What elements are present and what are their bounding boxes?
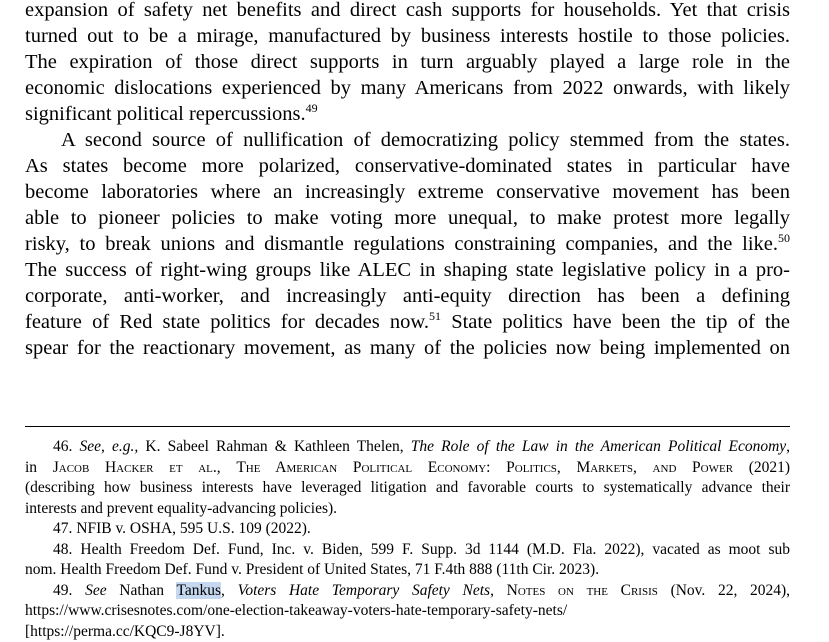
footnote-number: 47.	[53, 520, 72, 537]
citation-author-first: Nathan	[119, 582, 164, 599]
body-line	[25, 309, 790, 335]
footnote-46	[25, 437, 790, 519]
footnote-line	[25, 519, 790, 540]
citation-date: (Nov. 22, 2024),	[671, 582, 791, 599]
footnote-line: (describing how business interests have leveraged litigation and favorable courts to systematically advance their	[25, 478, 790, 499]
citation-title: The Role of the Law in the American Political Economy	[411, 438, 786, 455]
footnote-ref-50[interactable]: 50	[778, 231, 790, 245]
citation-source: Notes on the Crisis	[507, 582, 658, 599]
body-line-text: State politics have been the tip of the	[441, 311, 790, 333]
citation-book: The American Political Economy: Politics, Markets, and Power	[236, 459, 733, 476]
footnote-text: Health Freedom Def. Fund, Inc. v. Biden, 599 F. Supp. 3d 1144 (M.D. Fla. 2022), vacated as moot sub	[80, 541, 790, 558]
body-line-text: significant political repercussions.	[25, 103, 306, 125]
body-line	[25, 101, 790, 127]
citation-signal: See, e.g.,	[80, 438, 139, 455]
footnote-line	[25, 540, 790, 561]
footnote-ref-49[interactable]: 49	[306, 101, 318, 115]
body-line-text: feature of Red state politics for decades now.	[25, 311, 429, 333]
footnote-text: NFIB v. OSHA, 595 U.S. 109 (2022).	[76, 520, 311, 537]
citation-in: in	[25, 459, 37, 476]
footnote-line: nom. Health Freedom Def. Fund v. President of United States, 71 F.4th 888 (11th Cir. 2023).	[25, 560, 790, 581]
document-page	[25, 0, 790, 361]
footnote-number: 48.	[53, 541, 72, 558]
body-line: spear for the reactionary movement, as many of the policies now being implemented on	[25, 335, 790, 361]
citation-url[interactable]: https://www.crisesnotes.com/one-election-takeaway-voters-hate-temporary-safety-nets/	[25, 601, 790, 622]
footnote-line: interests and prevent equality-advancing policies).	[25, 499, 790, 520]
footnotes	[25, 437, 790, 642]
footnote-47	[25, 519, 790, 540]
footnote-ref-51[interactable]: 51	[429, 309, 441, 323]
citation-signal: See	[85, 582, 107, 599]
footnote-line: in Jacob Hacker et al., The American Political Economy: Politics, Markets, and Power (2021)	[25, 458, 790, 479]
body-line: The expiration of those direct supports in turn arguably played a large role in the	[25, 49, 790, 75]
footnote-divider	[25, 426, 790, 427]
footnote-line: 49. See Nathan Tankus, Voters Hate Temporary Safety Nets, Notes on the Crisis (Nov. 22, 2024),	[25, 581, 790, 602]
body-line: A second source of nullification of democratizing policy stemmed from the states.	[25, 127, 790, 153]
body-line: economic dislocations experienced by many Americans from 2022 onwards, with likely	[25, 75, 790, 101]
footnote-line: 46. See, e.g., K. Sabeel Rahman & Kathleen Thelen, The Role of the Law in the American Political Economy,	[25, 437, 790, 458]
footnote-number: 46.	[53, 438, 72, 455]
highlighted-author-last[interactable]: Tankus	[176, 582, 221, 599]
body-line: expansion of safety net benefits and direct cash supports for households. Yet that crisis	[25, 0, 790, 23]
body-line: The success of right-wing groups like ALEC in shaping state legislative policy in a pro-	[25, 257, 790, 283]
body-line: As states become more polarized, conservative-dominated states in particular have	[25, 153, 790, 179]
citation-authors: K. Sabeel Rahman & Kathleen Thelen,	[145, 438, 403, 455]
body-text	[25, 0, 790, 361]
body-line: corporate, anti-worker, and increasingly anti-equity direction has been a defining	[25, 283, 790, 309]
footnote-49	[25, 581, 790, 642]
footnote-number: 49.	[53, 582, 72, 599]
body-line-text: risky, to break unions and dismantle regulations constraining companies, and the like.	[25, 233, 778, 255]
body-line: become laboratories where an increasingly extreme conservative movement has been	[25, 179, 790, 205]
citation-title: Voters Hate Temporary Safety Nets	[238, 582, 491, 599]
citation-editors: Jacob Hacker et al.	[53, 459, 217, 476]
footnote-48	[25, 540, 790, 581]
citation-perma[interactable]: [https://perma.cc/KQC9-J8YV].	[25, 622, 790, 642]
body-line: able to pioneer policies to make voting more unequal, to make protest more legally	[25, 205, 790, 231]
body-line: turned out to be a mirage, manufactured by business interests hostile to those policies.	[25, 23, 790, 49]
citation-year: (2021)	[749, 459, 790, 476]
paragraph-2	[25, 127, 790, 361]
paragraph-1	[25, 0, 790, 127]
body-line	[25, 231, 790, 257]
